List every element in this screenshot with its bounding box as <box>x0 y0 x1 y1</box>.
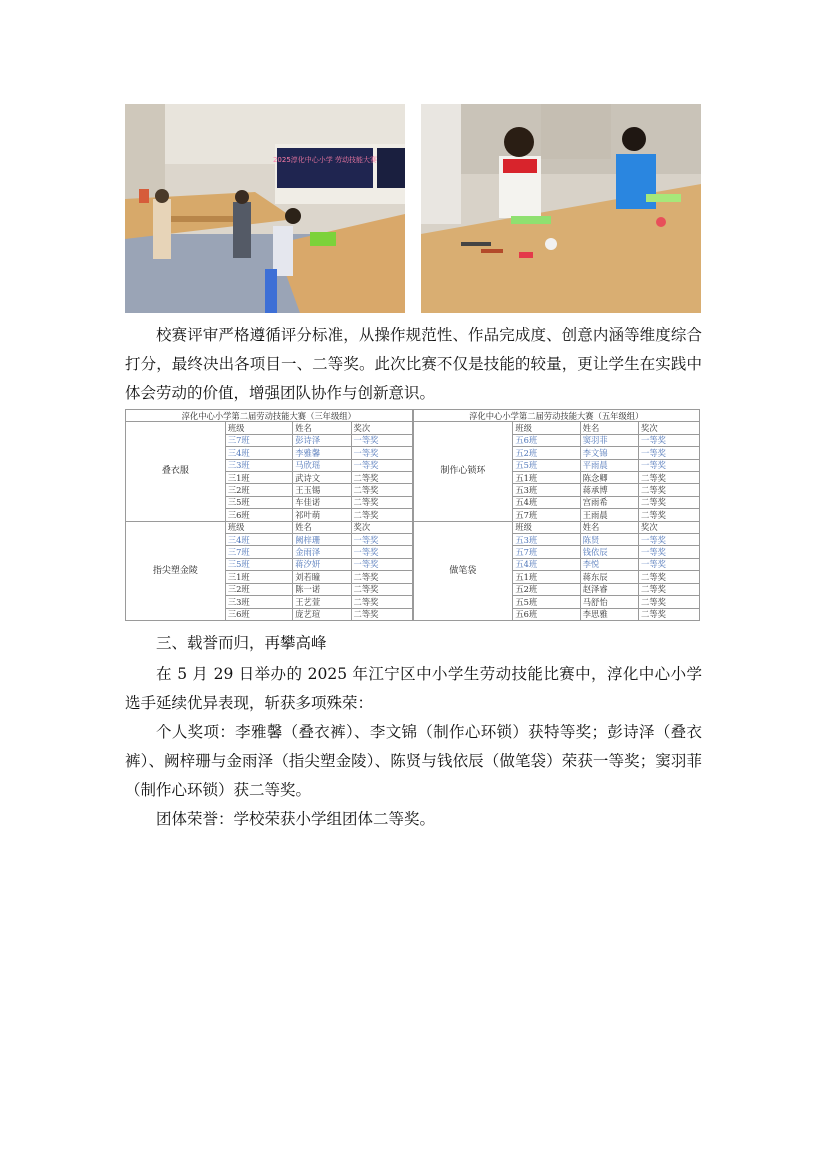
name-cell: 李思雅 <box>580 608 638 621</box>
class-cell: 三4班 <box>225 447 292 459</box>
class-cell: 五3班 <box>513 534 580 546</box>
name-cell: 赵泽睿 <box>580 583 638 595</box>
name-cell: 陈贤 <box>580 534 638 546</box>
class-cell: 三6班 <box>225 608 292 621</box>
project-name: 指尖塑金陵 <box>126 521 226 620</box>
class-cell: 三7班 <box>225 434 292 446</box>
name-cell: 王雨晨 <box>580 509 638 521</box>
class-cell: 五6班 <box>513 434 580 446</box>
class-cell: 五4班 <box>513 558 580 570</box>
project-name: 叠衣服 <box>126 422 226 521</box>
column-header: 奖次 <box>351 422 412 434</box>
section3-body <box>125 660 702 834</box>
award-table-grade5 <box>413 409 701 621</box>
class-cell: 五5班 <box>513 459 580 471</box>
award-cell: 一等奖 <box>351 558 412 570</box>
award-cell: 二等奖 <box>351 509 412 521</box>
photo-classroom-competition <box>125 104 405 313</box>
section-heading: 三、载誉而归，再攀高峰 <box>156 634 327 652</box>
class-cell: 三5班 <box>225 558 292 570</box>
class-cell: 五4班 <box>513 496 580 508</box>
class-cell: 三1班 <box>225 571 292 583</box>
photo-students-crafting <box>421 104 701 313</box>
column-header: 姓名 <box>580 422 638 434</box>
class-cell: 三4班 <box>225 534 292 546</box>
column-header: 姓名 <box>293 521 351 533</box>
class-cell: 五1班 <box>513 472 580 484</box>
name-cell: 王艺萱 <box>293 596 351 608</box>
name-cell: 阙梓珊 <box>293 534 351 546</box>
class-cell: 五3班 <box>513 484 580 496</box>
award-cell: 一等奖 <box>639 534 700 546</box>
award-cell: 二等奖 <box>639 596 700 608</box>
name-cell: 彭诗泽 <box>293 434 351 446</box>
section3-paragraph-3: 团体荣誉：学校荣获小学组团体二等奖。 <box>156 810 436 828</box>
award-table-grade3 <box>125 409 413 621</box>
class-cell: 五5班 <box>513 596 580 608</box>
award-cell: 一等奖 <box>639 546 700 558</box>
class-cell: 三1班 <box>225 472 292 484</box>
name-cell: 窦羽菲 <box>580 434 638 446</box>
award-cell: 二等奖 <box>351 571 412 583</box>
class-cell: 三6班 <box>225 509 292 521</box>
award-cell: 二等奖 <box>639 484 700 496</box>
section3-paragraph-1: 在 5 月 29 日举办的 2025 年江宁区中小学生劳动技能比赛中，淳化中心小学选手延续优异表现，斩获多项殊荣： <box>125 665 702 712</box>
name-cell: 蒋东辰 <box>580 571 638 583</box>
table-title: 淳化中心小学第二届劳动技能大赛（五年级组） <box>413 410 700 422</box>
award-cell: 一等奖 <box>351 447 412 459</box>
award-cell: 二等奖 <box>351 596 412 608</box>
award-cell: 二等奖 <box>351 608 412 621</box>
name-cell: 宫雨希 <box>580 496 638 508</box>
photo-banner-text: 2025淳化中心小学 劳动技能大赛 <box>272 156 378 164</box>
name-cell: 武诗文 <box>293 472 351 484</box>
column-header: 奖次 <box>639 422 700 434</box>
column-header: 姓名 <box>580 521 638 533</box>
name-cell: 陈一诺 <box>293 583 351 595</box>
award-cell: 二等奖 <box>639 608 700 621</box>
name-cell: 庞艺瑄 <box>293 608 351 621</box>
award-cell: 二等奖 <box>639 571 700 583</box>
column-header: 奖次 <box>351 521 412 533</box>
name-cell: 钱依辰 <box>580 546 638 558</box>
column-header: 班级 <box>225 521 292 533</box>
class-cell: 五7班 <box>513 509 580 521</box>
name-cell: 平雨晨 <box>580 459 638 471</box>
column-header: 班级 <box>225 422 292 434</box>
name-cell: 刘若瞳 <box>293 571 351 583</box>
award-tables <box>125 409 700 621</box>
class-cell: 三2班 <box>225 484 292 496</box>
class-cell: 三2班 <box>225 583 292 595</box>
award-cell: 一等奖 <box>639 459 700 471</box>
name-cell: 车佳诺 <box>293 496 351 508</box>
award-cell: 一等奖 <box>351 534 412 546</box>
name-cell: 李文锦 <box>580 447 638 459</box>
column-header: 班级 <box>513 422 580 434</box>
class-cell: 五2班 <box>513 583 580 595</box>
award-cell: 二等奖 <box>351 472 412 484</box>
award-cell: 一等奖 <box>639 558 700 570</box>
intro-text: 校赛评审严格遵循评分标准，从操作规范性、作品完成度、创意内涵等维度综合打分，最终决出各项目一、二等奖。此次比赛不仅是技能的较量，更让学生在实践中体会劳动的价值，增强团队协作与创新意识。 <box>125 326 702 402</box>
award-cell: 二等奖 <box>639 496 700 508</box>
award-cell: 二等奖 <box>639 472 700 484</box>
column-header: 班级 <box>513 521 580 533</box>
project-name: 做笔袋 <box>413 521 513 620</box>
award-cell: 二等奖 <box>639 583 700 595</box>
award-cell: 二等奖 <box>351 484 412 496</box>
section3-paragraph-2: 个人奖项：李雅馨（叠衣裤）、李文锦（制作心环锁）获特等奖；彭诗泽（叠衣裤）、阙梓珊与金雨泽（指尖塑金陵）、陈贤与钱依辰（做笔袋）荣获一等奖；窦羽菲（制作心环锁）获二等奖。 <box>125 723 702 799</box>
class-cell: 三3班 <box>225 459 292 471</box>
award-cell: 一等奖 <box>639 434 700 446</box>
class-cell: 三5班 <box>225 496 292 508</box>
name-cell: 金雨泽 <box>293 546 351 558</box>
column-header: 奖次 <box>639 521 700 533</box>
name-cell: 蒋汐妍 <box>293 558 351 570</box>
award-cell: 一等奖 <box>351 546 412 558</box>
intro-paragraph <box>125 321 702 408</box>
class-cell: 五7班 <box>513 546 580 558</box>
name-cell: 李雅馨 <box>293 447 351 459</box>
column-header: 姓名 <box>293 422 351 434</box>
class-cell: 三3班 <box>225 596 292 608</box>
class-cell: 三7班 <box>225 546 292 558</box>
name-cell: 马欣瑶 <box>293 459 351 471</box>
award-cell: 一等奖 <box>351 434 412 446</box>
award-cell: 一等奖 <box>639 447 700 459</box>
name-cell: 蒋承博 <box>580 484 638 496</box>
award-cell: 一等奖 <box>351 459 412 471</box>
award-cell: 二等奖 <box>639 509 700 521</box>
name-cell: 王玉锡 <box>293 484 351 496</box>
name-cell: 马舒怡 <box>580 596 638 608</box>
class-cell: 五6班 <box>513 608 580 621</box>
class-cell: 五2班 <box>513 447 580 459</box>
name-cell: 陈念卿 <box>580 472 638 484</box>
award-cell: 二等奖 <box>351 496 412 508</box>
name-cell: 祁叶萌 <box>293 509 351 521</box>
class-cell: 五1班 <box>513 571 580 583</box>
project-name: 制作心锁环 <box>413 422 513 521</box>
award-cell: 二等奖 <box>351 583 412 595</box>
name-cell: 李悦 <box>580 558 638 570</box>
table-title: 淳化中心小学第二届劳动技能大赛（三年级组） <box>126 410 413 422</box>
